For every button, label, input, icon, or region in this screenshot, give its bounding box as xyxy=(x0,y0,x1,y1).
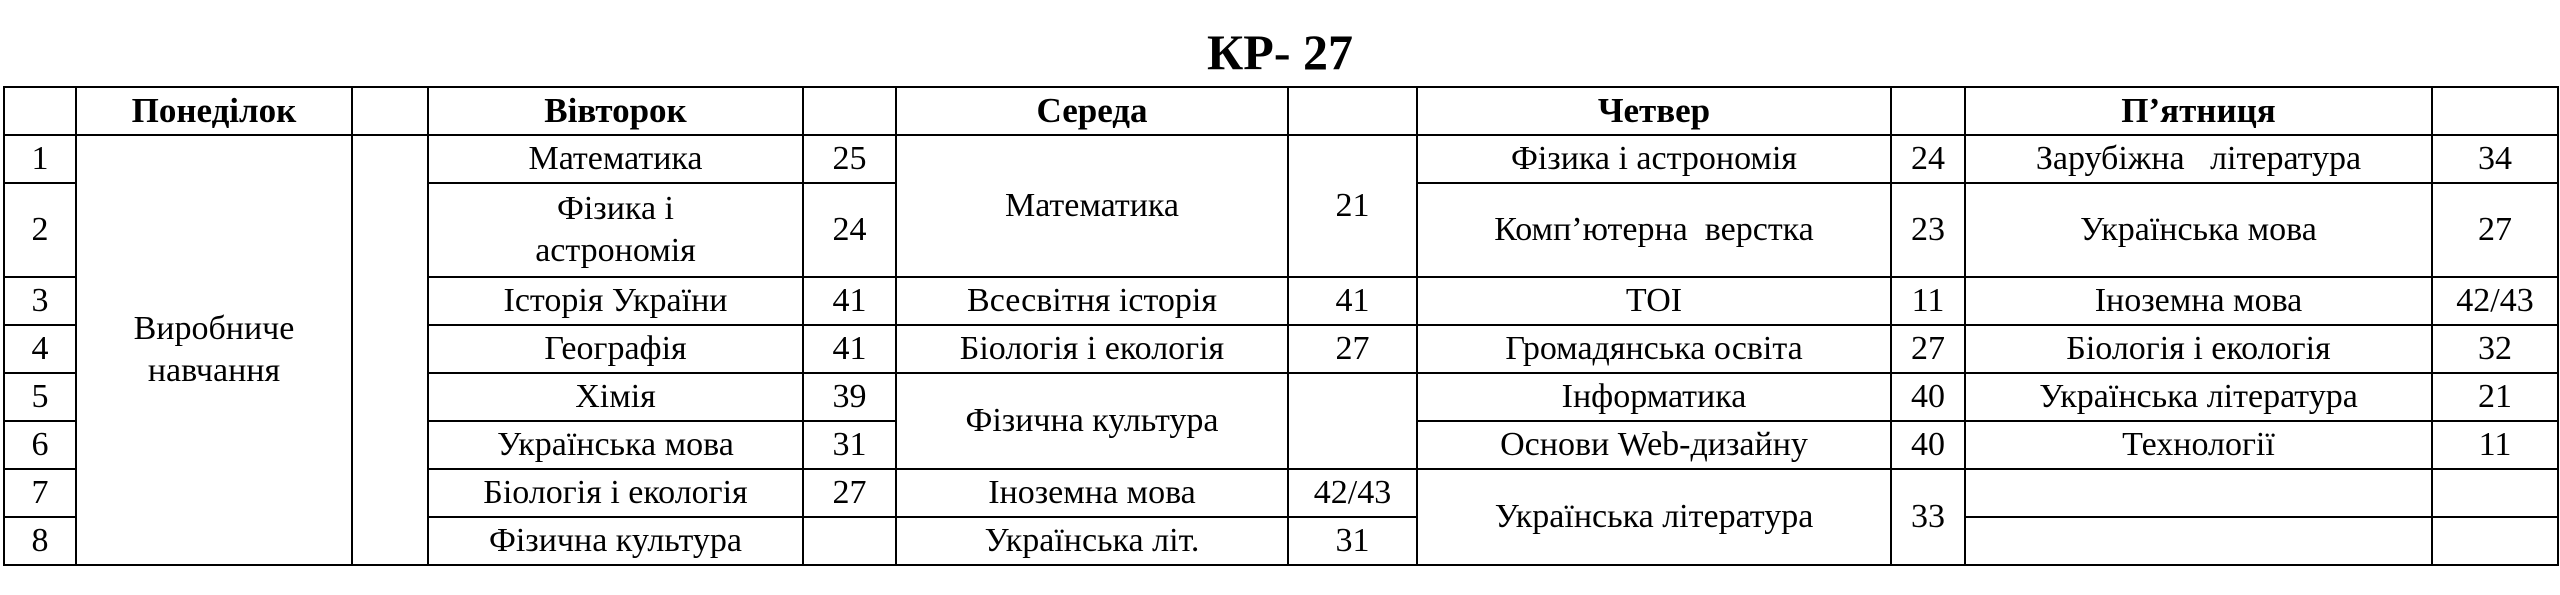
wednesday-room: 31 xyxy=(1288,517,1417,565)
thursday-room: 11 xyxy=(1891,277,1965,325)
header-monday: Понеділок xyxy=(76,87,352,135)
header-tuesday: Вівторок xyxy=(428,87,803,135)
lesson-row-1 xyxy=(4,135,2558,183)
thursday-room: 40 xyxy=(1891,421,1965,469)
wednesday-room: 21 xyxy=(1288,135,1417,277)
wednesday-subject: Фізична культура xyxy=(896,373,1288,469)
header-row xyxy=(4,87,2558,135)
lesson-number: 3 xyxy=(4,277,76,325)
friday-room: 27 xyxy=(2432,183,2558,277)
tuesday-subject: Фізична культура xyxy=(428,517,803,565)
tuesday-subject: Математика xyxy=(428,135,803,183)
thursday-subject: Фізика і астрономія xyxy=(1417,135,1891,183)
header-friday: П’ятниця xyxy=(1965,87,2432,135)
empty-cell xyxy=(352,135,428,565)
thursday-subject: ТОІ xyxy=(1417,277,1891,325)
friday-subject: Іноземна мова xyxy=(1965,277,2432,325)
friday-room xyxy=(2432,469,2558,517)
friday-subject: Зарубіжна література xyxy=(1965,135,2432,183)
tuesday-room: 31 xyxy=(803,421,896,469)
friday-subject: Українська література xyxy=(1965,373,2432,421)
lesson-number: 6 xyxy=(4,421,76,469)
monday-cell: Виробниче навчання xyxy=(76,135,352,565)
friday-room: 42/43 xyxy=(2432,277,2558,325)
tuesday-room xyxy=(803,517,896,565)
tuesday-subject: Біологія і екологія xyxy=(428,469,803,517)
friday-room xyxy=(2432,517,2558,565)
friday-subject xyxy=(1965,517,2432,565)
tuesday-room: 27 xyxy=(803,469,896,517)
wednesday-subject: Математика xyxy=(896,135,1288,277)
tuesday-room: 41 xyxy=(803,325,896,373)
header-blank xyxy=(2432,87,2558,135)
tuesday-room: 24 xyxy=(803,183,896,277)
tuesday-subject: Хімія xyxy=(428,373,803,421)
tuesday-room: 41 xyxy=(803,277,896,325)
page-title: КР- 27 xyxy=(1207,24,1353,80)
lesson-number: 4 xyxy=(4,325,76,373)
tuesday-subject: Географія xyxy=(428,325,803,373)
wednesday-subject: Біологія і екологія xyxy=(896,325,1288,373)
friday-room: 21 xyxy=(2432,373,2558,421)
wednesday-subject: Українська літ. xyxy=(896,517,1288,565)
header-thursday: Четвер xyxy=(1417,87,1891,135)
tuesday-subject: Історія України xyxy=(428,277,803,325)
thursday-subject: Комп’ютерна верстка xyxy=(1417,183,1891,277)
friday-subject: Технології xyxy=(1965,421,2432,469)
friday-subject xyxy=(1965,469,2432,517)
lesson-number: 8 xyxy=(4,517,76,565)
header-blank xyxy=(1891,87,1965,135)
wednesday-room: 27 xyxy=(1288,325,1417,373)
wednesday-room: 42/43 xyxy=(1288,469,1417,517)
header-blank xyxy=(4,87,76,135)
thursday-subject: Українська література xyxy=(1417,469,1891,565)
tuesday-room: 25 xyxy=(803,135,896,183)
header-wednesday: Середа xyxy=(896,87,1288,135)
friday-room: 32 xyxy=(2432,325,2558,373)
header-blank xyxy=(352,87,428,135)
thursday-room: 33 xyxy=(1891,469,1965,565)
thursday-subject: Інформатика xyxy=(1417,373,1891,421)
thursday-subject: Основи Web-дизайну xyxy=(1417,421,1891,469)
wednesday-subject: Всесвітня історія xyxy=(896,277,1288,325)
thursday-room: 27 xyxy=(1891,325,1965,373)
tuesday-subject: Українська мова xyxy=(428,421,803,469)
tuesday-room: 39 xyxy=(803,373,896,421)
schedule-table xyxy=(3,86,2559,566)
friday-room: 11 xyxy=(2432,421,2558,469)
lesson-number: 5 xyxy=(4,373,76,421)
friday-subject: Біологія і екологія xyxy=(1965,325,2432,373)
thursday-room: 23 xyxy=(1891,183,1965,277)
lesson-number: 1 xyxy=(4,135,76,183)
wednesday-subject: Іноземна мова xyxy=(896,469,1288,517)
header-blank xyxy=(803,87,896,135)
thursday-room: 24 xyxy=(1891,135,1965,183)
wednesday-room: 41 xyxy=(1288,277,1417,325)
header-blank xyxy=(1288,87,1417,135)
wednesday-room xyxy=(1288,373,1417,469)
lesson-number: 2 xyxy=(4,183,76,277)
thursday-subject: Громадянська освіта xyxy=(1417,325,1891,373)
lesson-number: 7 xyxy=(4,469,76,517)
tuesday-subject xyxy=(428,183,803,277)
friday-room: 34 xyxy=(2432,135,2558,183)
thursday-room: 40 xyxy=(1891,373,1965,421)
tuesday-subject-text: Фізика і астрономія xyxy=(535,190,696,269)
friday-subject: Українська мова xyxy=(1965,183,2432,277)
